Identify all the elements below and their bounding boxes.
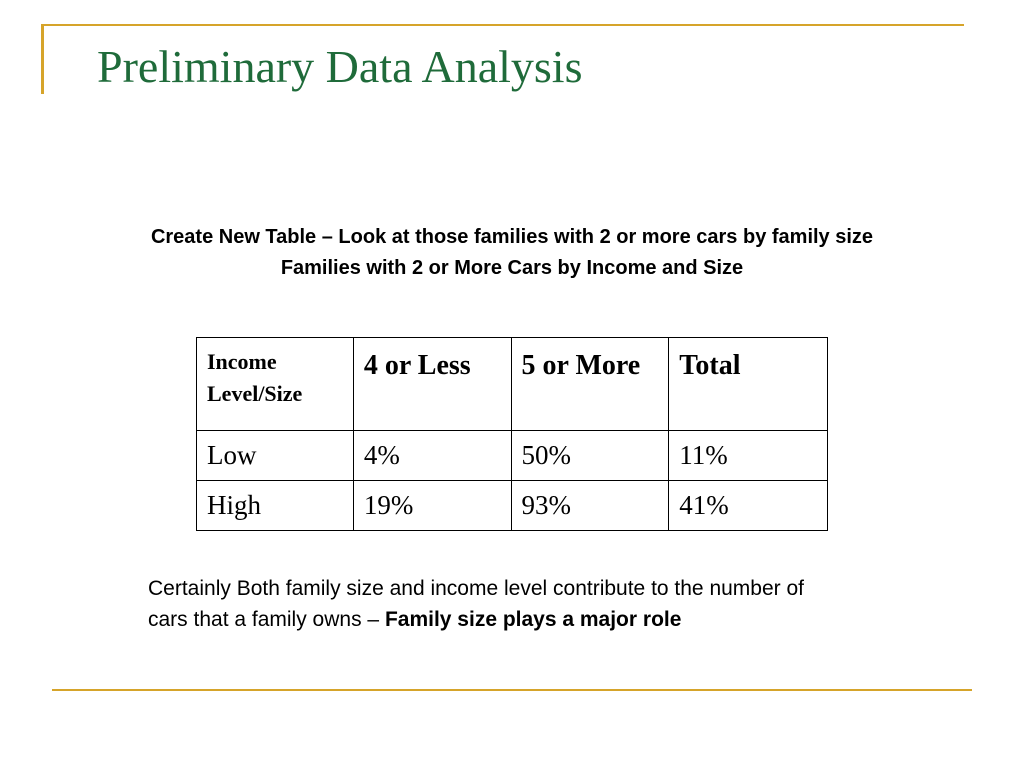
- subtitle-line-1: Create New Table – Look at those families with 2 or more cars by family size: [150, 226, 874, 248]
- table-column-header: 5 or More: [511, 338, 669, 431]
- table-cell: 11%: [669, 431, 828, 481]
- accent-rule-bottom: [52, 689, 972, 691]
- accent-rule-vertical: [41, 24, 44, 94]
- slide-title: Preliminary Data Analysis: [97, 41, 583, 92]
- subtitle-block: [0, 222, 1024, 284]
- conclusion-emphasis: Family size plays a major role: [384, 608, 682, 631]
- accent-rule-top: [41, 24, 964, 26]
- table-row-label: High: [197, 481, 354, 531]
- table-row: [197, 481, 828, 531]
- data-table: [196, 337, 828, 531]
- table-row-label: Low: [197, 431, 354, 481]
- table-column-header: 4 or Less: [353, 338, 511, 431]
- table-cell: 4%: [353, 431, 511, 481]
- table-cell: 19%: [353, 481, 511, 531]
- conclusion-note: [148, 573, 838, 635]
- table-row: [197, 431, 828, 481]
- table-cell: 41%: [669, 481, 828, 531]
- conclusion-text: Certainly Both family size and income level contribute to the number of cars that a family owns –: [148, 577, 804, 631]
- subtitle-line-2: Families with 2 or More Cars by Income and Size: [280, 257, 744, 279]
- table-column-header: Total: [669, 338, 828, 431]
- table-cell: 93%: [511, 481, 669, 531]
- table-corner-label: Income Level/Size: [197, 338, 354, 431]
- table-header-row: [197, 338, 828, 431]
- table-cell: 50%: [511, 431, 669, 481]
